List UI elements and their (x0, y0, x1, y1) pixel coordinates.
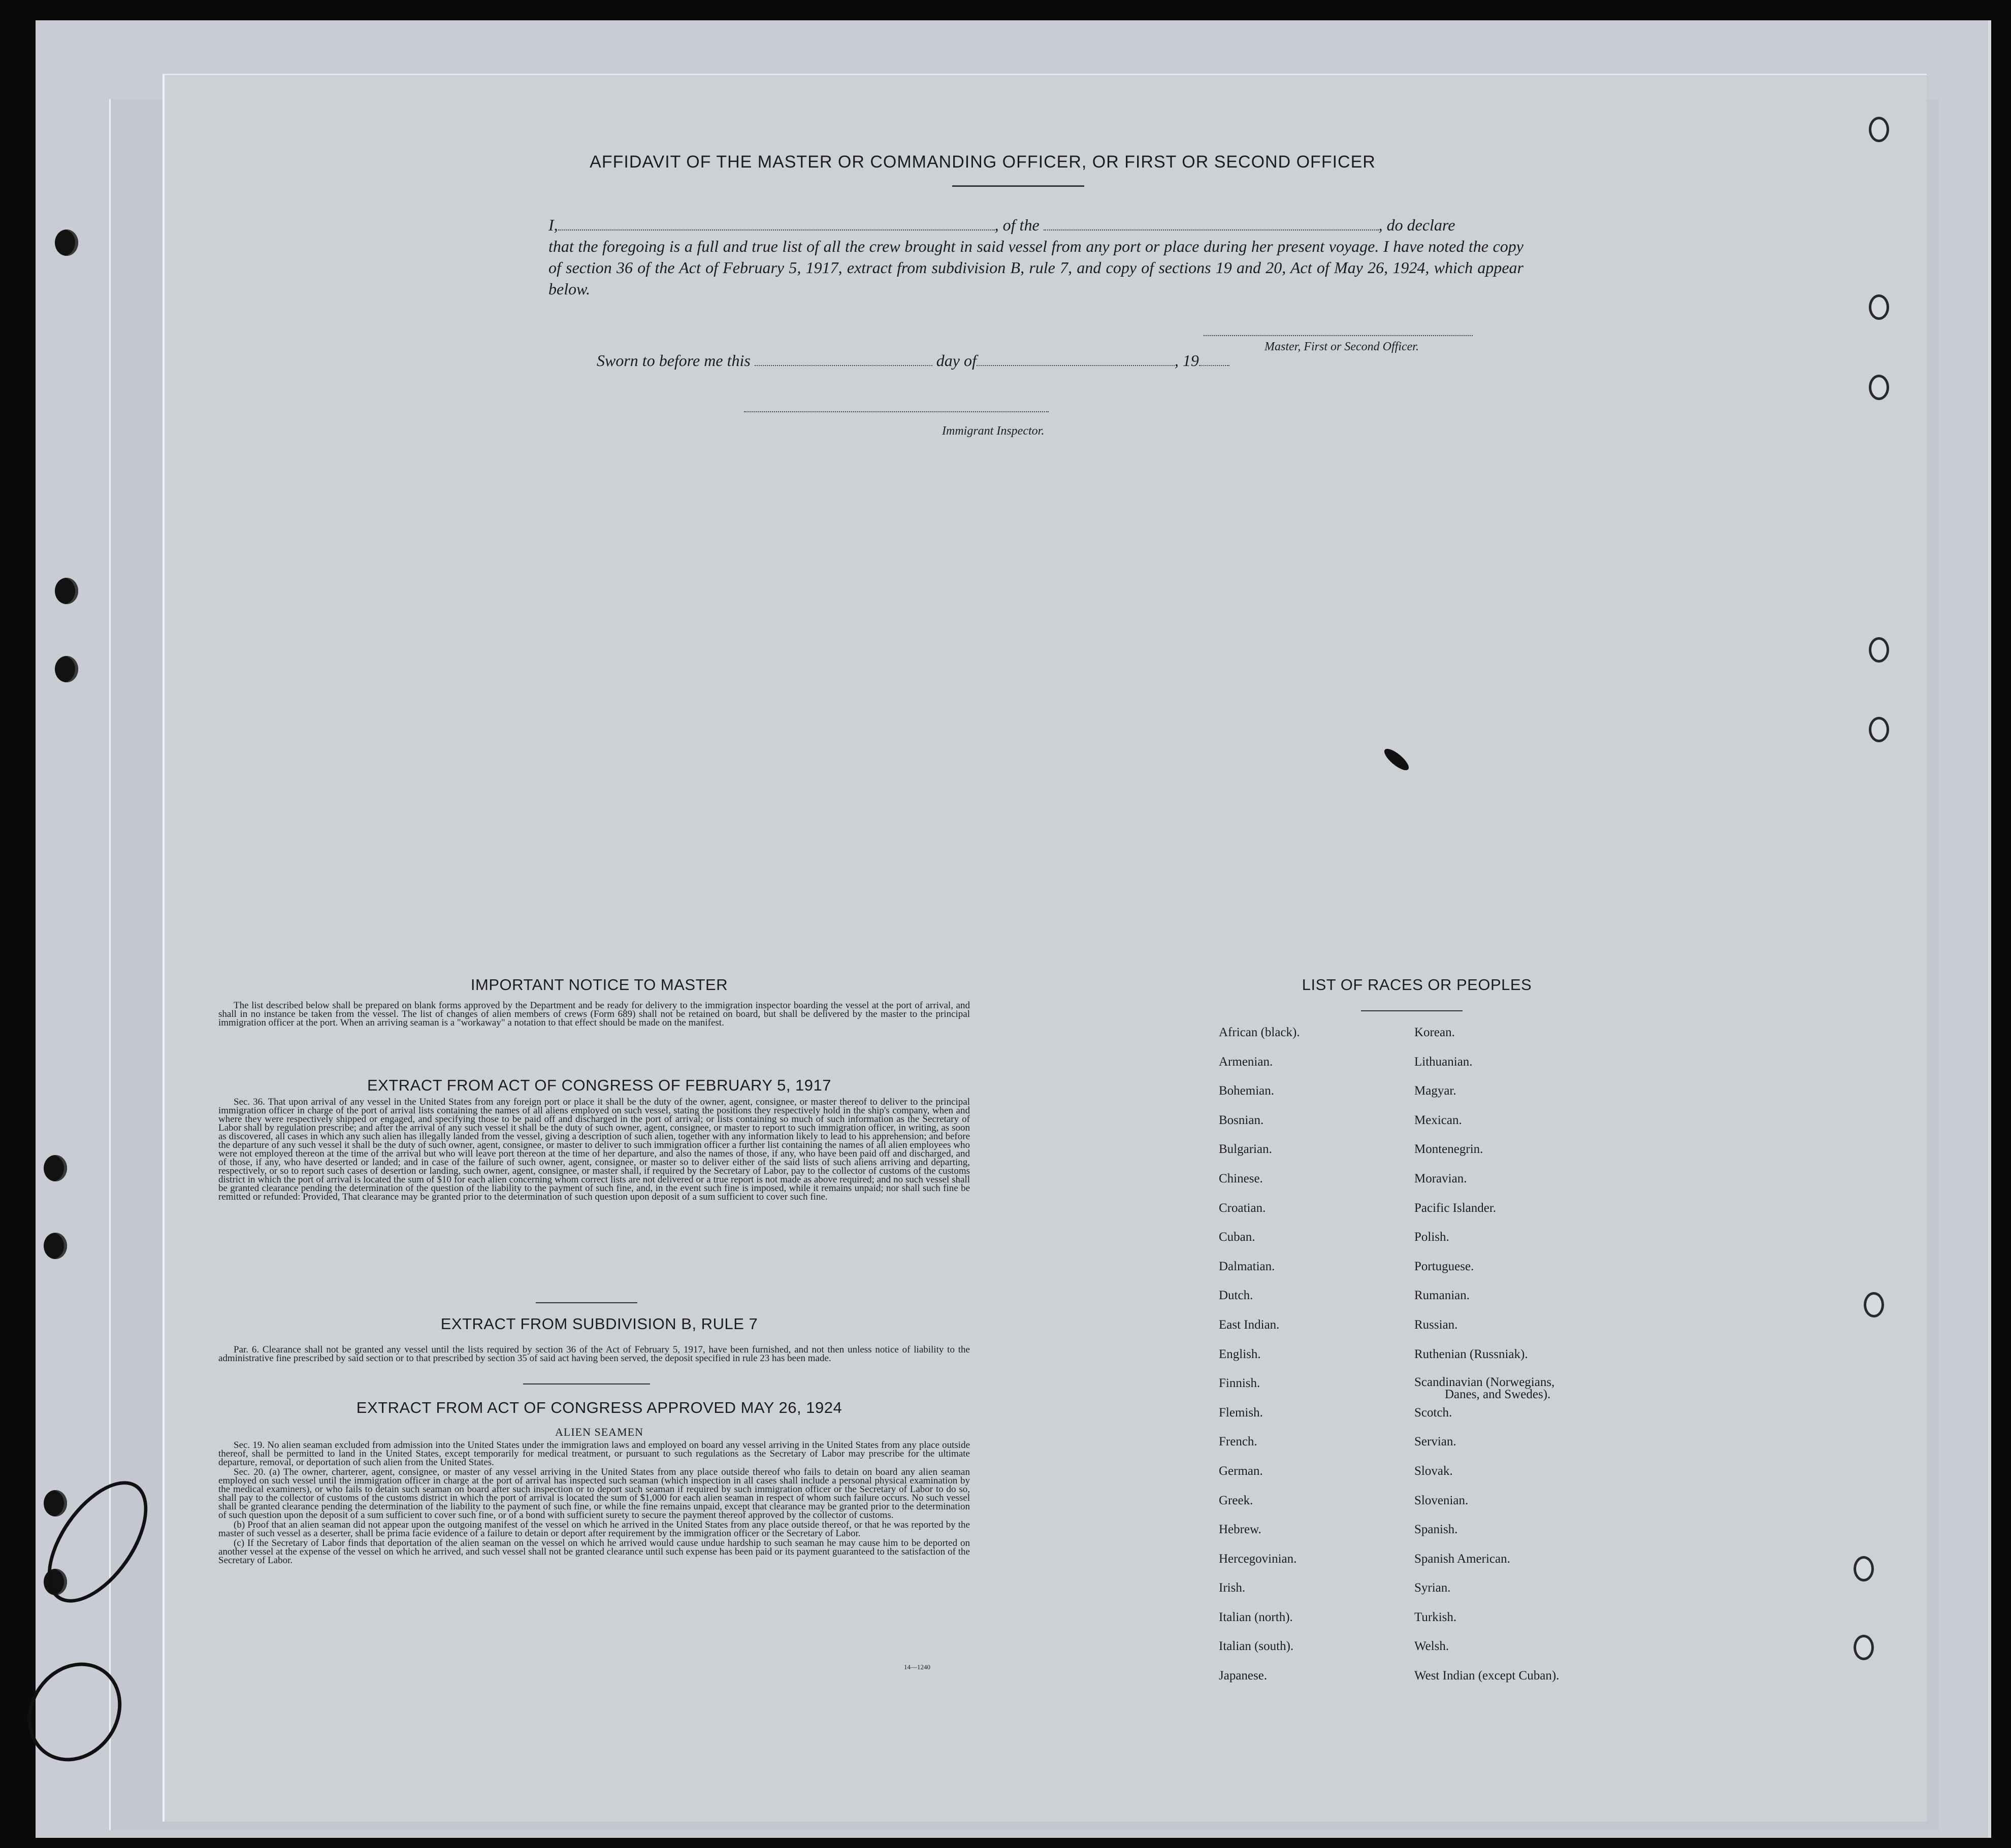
inspector-signature-field[interactable] (744, 411, 1049, 412)
race-item: Scotch. (1414, 1405, 1452, 1420)
race-item: Lithuanian. (1414, 1054, 1473, 1069)
race-item: Russian. (1414, 1317, 1458, 1332)
race-item: Italian (north). (1219, 1610, 1293, 1624)
race-item: Montenegrin. (1414, 1142, 1483, 1157)
race-item: Dalmatian. (1219, 1259, 1275, 1273)
punch-hole-icon (1869, 117, 1889, 142)
sec-20b-paragraph: (b) Proof that an alien seaman did not appear upon the outgoing manifest of the vessel on which he arrived in the United States from any place outside thereof, or that he was reported by the master of such vessel as a deserter, shall be prima facie evidence of a failure to detain or deport after requirement by the immigration officer or the Secretary of Labor. (218, 1520, 970, 1539)
year-prefix: , 19 (1174, 351, 1199, 370)
race-item-scandinavian-cont: Danes, and Swedes). (1445, 1388, 1551, 1402)
race-item: Turkish. (1414, 1610, 1457, 1624)
race-item: Mexican. (1414, 1113, 1462, 1127)
binder-hole-icon (55, 578, 78, 604)
race-item (1414, 1376, 1658, 1406)
race-item: Rumanian. (1414, 1289, 1470, 1303)
race-item: Chinese. (1219, 1171, 1263, 1185)
notice-text: The list described below shall be prepared on blank forms approved by the Department and be ready for delivery to the immigration inspector boarding the vessel at the port of arrival, and shall in no instance be taken from the vessel. The list of changes of alien members of crews (Form 689) shall not be retained on board, but shall be delivered by the master to the principal immigration officer at the port. When an arriving seaman is a "workaway" a notation to that effect should be made on the manifest. (218, 1000, 970, 1028)
affidavit-text (548, 214, 1523, 300)
races-rule (1361, 1010, 1463, 1011)
alien-seamen-subtitle: ALIEN SEAMEN (555, 1426, 643, 1438)
sec-19-paragraph: Sec. 19. No alien seaman excluded from admission into the United States under the immigration laws and employed on board any vessel arriving in the United States from any place outside thereof, shall be permitted to land in the United States, except temporarily for medical treatment, or pursuant to such regulations as the Secretary of Labor may prescribe for the ultimate departure, removal, or deportation of such alien from the United States. (218, 1440, 970, 1468)
race-item: Finnish. (1219, 1376, 1260, 1391)
master-signature-field[interactable] (1204, 335, 1473, 336)
race-item: Korean. (1414, 1026, 1455, 1039)
do-declare-label: , do declare (1378, 216, 1455, 234)
binder-hole-icon (44, 1155, 67, 1181)
punch-hole-icon (1864, 1292, 1884, 1317)
race-item: Slovenian. (1414, 1493, 1469, 1507)
sworn-month-field[interactable] (977, 354, 1175, 366)
race-item: Flemish. (1219, 1405, 1263, 1420)
notice-title: IMPORTANT NOTICE TO MASTER (470, 976, 728, 994)
race-item: Bosnian. (1219, 1113, 1264, 1127)
extract-rule7-text: Par. 6. Clearance shall not be granted any vessel until the lists required by section 36 of the Act of February 5, 1917, have been furnished, and not then unless notice of liability to the administrative fine prescribed by said section or to that prescribed by section 35 of said act having been served, the deposit specified in rule 23 has been made. (218, 1344, 970, 1364)
sworn-year-field[interactable] (1199, 354, 1229, 366)
race-item: Servian. (1414, 1435, 1456, 1449)
extract-1917-text: Sec. 36. That upon arrival of any vessel in the United States from any foreign port or place it shall be the duty of the owner, agent, consignee, or master thereof to deliver to the principal immigration officer in charge of the port of arrival lists containing the names of all aliens employed on such vessel, stating the positions they respectively hold in the ship's company, when and where they were respectively shipped or engaged, and specifying those to be paid off and discharged in the port of arrival; or lists containing so much of such information as the Secretary of Labor shall by regulation prescribe; and after the arrival of any such vessel it shall be the duty of such owner, agent, consignee, or master to report to such immigration officer, in writing, as soon as discovered, all cases in which any such alien has illegally landed from the vessel, giving a description of such alien, together with any information likely to lead to his apprehension; and before the departure of any such vessel it shall be the duty of such owner, agent, consignee, or master to deliver to such immigration officer a further list containing the names of all alien employees who were not employed thereon at the time of the arrival but who will leave port thereon at the time of her departure, and also the names of those, if any, who have been paid off and discharged, and of those, if any, who have deserted or landed; and in case of the failure of such owner, agent, consignee, or master so to deliver either of the said lists of such aliens arriving and departing, respectively, or so to report such cases of desertion or landing, such owner, agent, consignee, or master shall, if required by the Secretary of Labor, pay to the collector of customs of the customs district in which the port of arrival is located the sum of $10 for each alien concerning whom correct lists are not delivered or a true report is not made as above required; and no such vessel shall be granted clearance pending the determination of the question of the liability to the payment of such fine, and, in the event such fine is imposed, while it remains unpaid; nor shall such fine be remitted or refunded: Provided, That clearance may be granted prior to the determination of such question upon deposit of a sum sufficient to cover such fine. (218, 1097, 970, 1202)
sec-20a-paragraph: Sec. 20. (a) The owner, charterer, agent, consignee, or master of any vessel arriving in the United States from any place outside thereof who fails to detain on board any alien seaman employed on such vessel until the immigration officer in charge at the port of arrival has inspected such seaman (which inspection in all cases shall include a personal physical examination by the medical examiners), or who fails to detain such seaman on board after such inspection or to deport such seaman if required by such immigration officer or the Secretary of Labor to do so, shall pay to the collector of customs of the customs district in which the port of arrival is located the sum of $1,000 for each alien seaman in respect of whom such failure occurs. No such vessel shall be granted clearance pending the determination of the liability to the payment of such fine, or while the fine remains unpaid, except that clearance may be granted prior to the determination of such question upon the deposit of a sum sufficient to cover such fine, or of a bond with sufficient surety to secure the payment thereof approved by the collector of customs. (218, 1467, 970, 1521)
extract-rule7-title: EXTRACT FROM SUBDIVISION B, RULE 7 (440, 1315, 758, 1333)
races-left-column (1219, 1026, 1397, 1698)
punch-hole-icon (1854, 1556, 1874, 1581)
race-item: Italian (south). (1219, 1639, 1294, 1654)
vessel-name-field[interactable] (1044, 218, 1379, 230)
section-rule (523, 1383, 650, 1384)
race-item: Pacific Islander. (1414, 1201, 1497, 1215)
race-item: Slovak. (1414, 1464, 1453, 1478)
sec-20c-paragraph: (c) If the Secretary of Labor finds that deportation of the alien seaman on the vessel on which he arrived would cause undue hardship to such seaman he may cause him to be deported on another vessel at the expense of the vessel on which he arrived, and such vessel shall not be granted clearance until such expense has been paid or its payment guaranteed to the satisfaction of the Secretary of Labor. (218, 1538, 970, 1566)
of-the-label: , of the (994, 216, 1040, 234)
declaration-line (548, 214, 1523, 236)
race-item: Spanish. (1414, 1523, 1458, 1537)
day-of-label: day of (936, 351, 977, 370)
race-item: Syrian. (1414, 1581, 1451, 1595)
extract-1917-title: EXTRACT FROM ACT OF CONGRESS OF FEBRUARY 5, 1917 (367, 1076, 832, 1094)
sworn-day-field[interactable] (755, 354, 932, 366)
race-item: Bohemian. (1219, 1084, 1275, 1098)
extract-1924-text (218, 1441, 970, 1566)
race-item: Cuban. (1219, 1230, 1255, 1244)
binder-hole-icon (44, 1490, 67, 1516)
sworn-line (597, 351, 1229, 370)
punch-hole-icon (1854, 1635, 1874, 1660)
race-item: Polish. (1414, 1230, 1449, 1244)
declarant-prefix: I, (548, 216, 558, 234)
races-right-column (1414, 1026, 1658, 1698)
race-item: Magyar. (1414, 1084, 1456, 1098)
race-item: West Indian (except Cuban). (1414, 1669, 1560, 1683)
inspector-label: Immigrant Inspector. (942, 424, 1045, 438)
race-item: Croatian. (1219, 1201, 1266, 1215)
extract-1924-title: EXTRACT FROM ACT OF CONGRESS APPROVED MAY 26, 1924 (356, 1399, 842, 1416)
race-item: Irish. (1219, 1581, 1246, 1595)
sworn-label: Sworn to before me this (597, 351, 751, 370)
race-item: East Indian. (1219, 1317, 1280, 1332)
section-rule (536, 1302, 637, 1303)
race-item: Portuguese. (1414, 1259, 1474, 1273)
master-label: Master, First or Second Officer. (1264, 340, 1419, 353)
affidavit-body: that the foregoing is a full and true list of all the crew brought in said vessel from any port or place during her present voyage. I have noted the copy of section 36 of the Act of February 5, 1917, extract from subdivision B, rule 7, and copy of sections 19 and 20, Act of May 26, 1924, which appear below. (548, 237, 1523, 298)
declarant-name-field[interactable] (558, 218, 995, 230)
race-item: African (black). (1219, 1026, 1300, 1039)
title-rule (952, 185, 1084, 187)
race-item: Greek. (1219, 1493, 1253, 1507)
race-item: Spanish American. (1414, 1552, 1510, 1566)
binder-hole-icon (55, 656, 78, 682)
race-item: Welsh. (1414, 1639, 1449, 1654)
punch-hole-icon (1869, 294, 1889, 320)
race-item: Dutch. (1219, 1289, 1253, 1303)
race-item: Armenian. (1219, 1054, 1273, 1069)
race-item: French. (1219, 1435, 1257, 1449)
race-item: Moravian. (1414, 1171, 1467, 1185)
binder-hole-icon (44, 1233, 67, 1259)
affidavit-title: AFFIDAVIT OF THE MASTER OR COMMANDING OFFICER, OR FIRST OR SECOND OFFICER (590, 152, 1376, 172)
race-item: Hebrew. (1219, 1523, 1261, 1537)
race-item: Hercegovinian. (1219, 1552, 1297, 1566)
race-item: German. (1219, 1464, 1263, 1478)
form-number: 14—1240 (904, 1663, 930, 1671)
race-item-scandinavian: Scandinavian (Norwegians, (1414, 1375, 1555, 1390)
punch-hole-icon (1869, 375, 1889, 400)
binder-hole-icon (55, 229, 78, 256)
punch-hole-icon (1869, 637, 1889, 663)
race-item: Bulgarian. (1219, 1142, 1272, 1157)
race-item: Japanese. (1219, 1669, 1268, 1683)
punch-hole-icon (1869, 717, 1889, 742)
race-item: English. (1219, 1347, 1261, 1361)
races-title: LIST OF RACES OR PEOPLES (1302, 976, 1532, 994)
race-item: Ruthenian (Russniak). (1414, 1347, 1528, 1361)
